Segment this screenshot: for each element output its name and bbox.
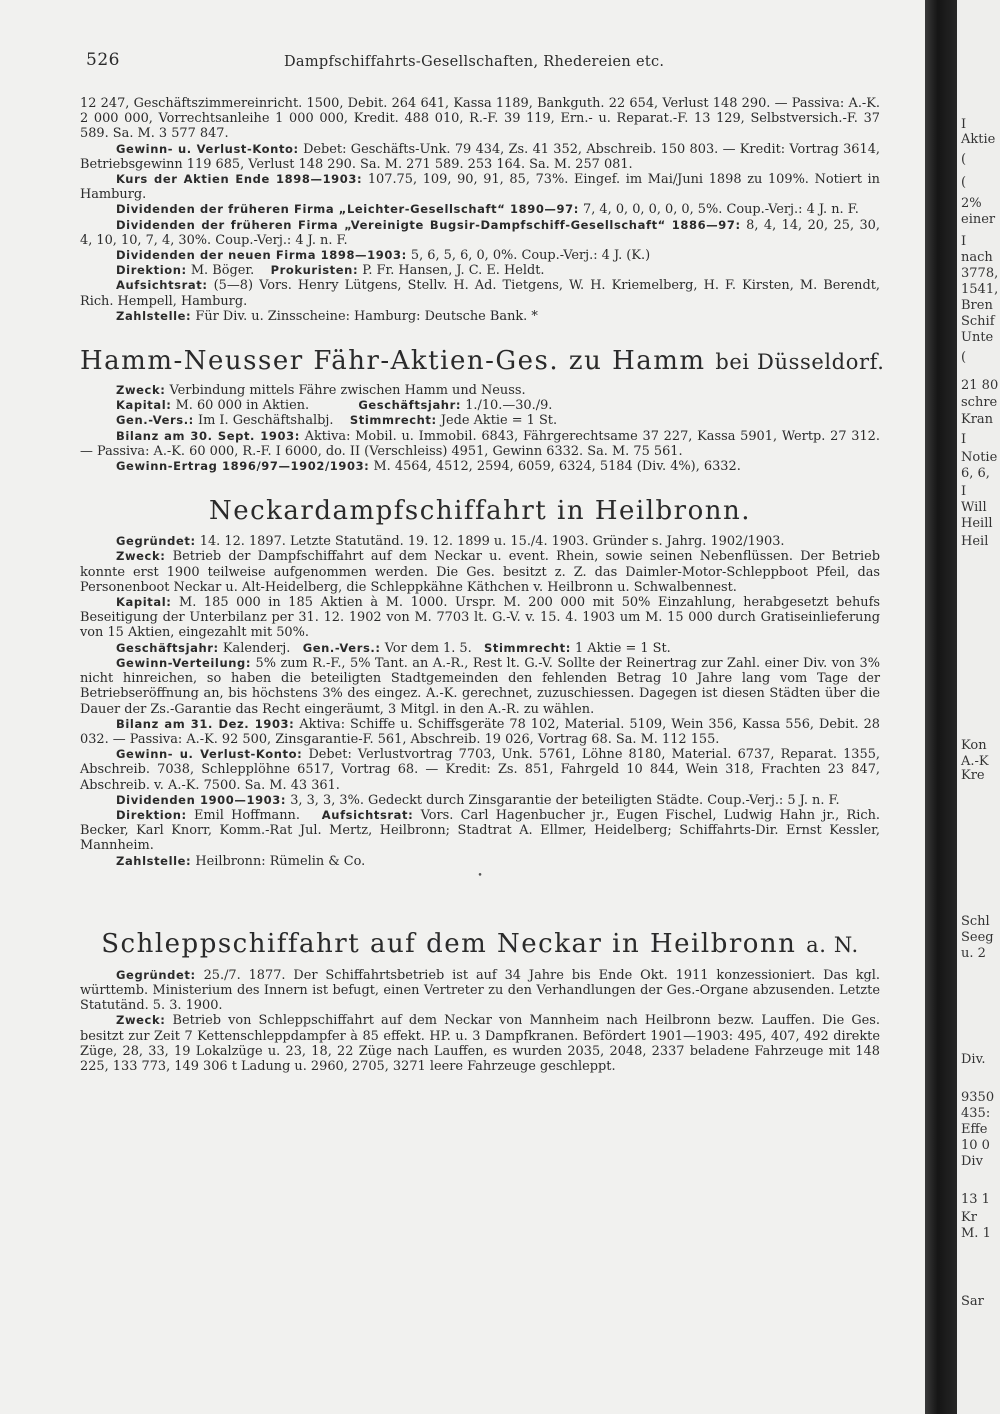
entry-field (80, 534, 880, 549)
adjacent-page-fragment: Kran (961, 412, 994, 427)
entry-field (80, 142, 880, 172)
adjacent-page-fragment: Schif (961, 314, 995, 329)
field-text: 14. 12. 1897. Letzte Statutänd. 19. 12. 1899 u. 15./4. 1903. Gründer s. Jahrg. 1902/1903. (199, 534, 785, 550)
field-text: Kalenderj. (222, 640, 291, 656)
field-text: Debet: Verlustvortrag 7703, Unk. 5761, Löhne 8180, Material. 6737, Reparat. 1355, Abschreib. 7038, Schlepplöhne 6517, Vortrag 68. — Kredit: Zs. 851, Fahrgeld 10 844, Wein 318, Frachten 23 847, Abschreib. v. A.-K. 7500. Sa. M. 43 361. (80, 747, 880, 793)
adjacent-page-fragment: Notie (961, 450, 998, 465)
field-text: 3, 3, 3, 3%. Gedeckt durch Zinsgarantie der beteiligten Städte. Coup.-Verj.: 5 J. n. F. (290, 792, 840, 808)
field-text: Vors. Carl Hagenbucher jr., Eugen Fischel, Ludwig Hahn jr., Rich. Becker, Karl Knorr, Komm.-Rat Jul. Mertz, Heilbronn; Stadtrat A. Ellmer, Heidelberg; Schiffahrts-Dir. Ernst Kessler, Mannheim. (80, 807, 880, 854)
entry-field (80, 278, 880, 308)
entry-field (80, 383, 880, 398)
adjacent-page-fragment: Unte (961, 330, 994, 345)
company-title: Schleppschiffahrt auf dem Neckar in Heilbronn a. N. (101, 928, 859, 959)
adjacent-page-fragment: nach (961, 250, 993, 265)
adjacent-page-fragment: einer (961, 212, 996, 227)
adjacent-page-fragment: Kre (961, 768, 985, 783)
field-label: Kapital: (116, 398, 172, 413)
adjacent-page-fragment: 21 80 (961, 378, 999, 393)
field-text: Debet: Geschäfts-Unk. 79 434, Zs. 41 352, Abschreib. 150 803. — Kredit: Vortrag 3614, Betriebsgewinn 119 685, Verlust 148 290. Sa. M. 271 589. 253 164. Sa. M. 257 081. (80, 141, 880, 172)
field-label: Gewinn-Ertrag 1896/97—1902/1903: (116, 459, 370, 474)
field-text: Heilbronn: Rümelin & Co. (195, 853, 366, 869)
section-separator: • (477, 870, 483, 881)
field-text: Aktiva: Mobil. u. Immobil. 6843, Fährgerechtsame 37 227, Kassa 5901, Wertp. 27 312. — Passiva: A.-K. 60 000, R.-F. I 6000, do. II (Verschleiss) 4951, Gewinn 6332. Sa. M. 75 561. (80, 428, 880, 459)
field-label: Gen.-Vers.: (116, 413, 194, 428)
page-content (80, 96, 885, 1074)
field-text: 1./10.—30./9. (465, 398, 553, 414)
field-text: M. Böger. (190, 263, 255, 279)
field-text: Betrieb von Schleppschiffahrt auf dem Neckar von Mannheim nach Heilbronn bezw. Lauffen. Die Ges. besitzt zur Zeit 7 Kettenschleppdampfer à 85 effekt. HP. u. 3 Dampfkranen. Befördert 1901—1903: 495, 407, 492 direkte Züge, 28, 33, 19 Lokalzüge u. 23, 18, 22 Züge nach Lauffen, es wurden 2035, 2048, 2337 beladene Fahrzeuge mit 148 225, 133 773, 149 306 t Ladung u. 2960, 2705, 3271 leere Fahrzeuge geschleppt. (80, 1013, 880, 1074)
field-label: Geschäftsjahr: (116, 640, 219, 655)
adjacent-page-fragment: Bren (961, 298, 993, 313)
entry-field (80, 459, 880, 474)
entry-field (80, 968, 880, 1014)
page-number: 526 (86, 50, 120, 70)
field-text: Aktiva: Schiffe u. Schiffsgeräte 78 102, Material. 5109, Wein 356, Kassa 556, Debit. 28 032. — Passiva: A.-K. 92 500, Zinsgarantie-F. 561, Abschreib. 19 026, Vortrag 68. Sa. M. 112 155. (80, 716, 880, 747)
field-label: Dividenden der neuen Firma 1898—1903: (116, 248, 407, 263)
field-text: M. 4564, 4512, 2594, 6059, 6324, 5184 (Div. 4%), 6332. (373, 459, 741, 475)
entry-field (80, 263, 880, 278)
adjacent-page-fragment: Div. (961, 1052, 986, 1067)
field-label: Stimmrecht: (349, 413, 437, 428)
field-label: Gegründet: (116, 967, 196, 982)
adjacent-page-fragment: Schl (961, 914, 990, 929)
adjacent-page-fragment: schre (961, 395, 998, 410)
field-label: Zweck: (116, 549, 166, 564)
adjacent-page-fragment: Heil (961, 534, 989, 549)
adjacent-page-fragment: A.-K (961, 754, 989, 769)
adjacent-page-fragment: I (961, 117, 967, 132)
field-label: Gewinn- u. Verlust-Konto: (116, 141, 299, 156)
field-label: Zahlstelle: (116, 853, 192, 868)
field-label: Gegründet: (116, 534, 196, 549)
field-text: P. Fr. Hansen, J. C. E. Heldt. (362, 263, 545, 279)
field-text: 5% zum R.-F., 5% Tant. an A.-R., Rest lt. G.-V. Sollte der Reinertrag zur Zahl. einer Div. von 3% nicht hinreichen, so haben die beteiligten Stadtgemeinden den fehlenden Betrag 10 Jahre lang vom Tage der Betriebseröffnung an, bis höchstens 3% des eingez. A.-K. gerechnet, zuzuschiessen. Dagegen ist diesen Städten über die Dauer der Zs.-Garantie das Recht eingeräumt, 3 Mitgl. in den A.-R. zu wählen. (80, 655, 880, 717)
field-label: Bilanz am 30. Sept. 1903: (116, 428, 300, 443)
field-label: Direktion: (116, 263, 187, 278)
entry-field (80, 202, 880, 217)
entry-field (80, 218, 880, 248)
adjacent-page-fragment: M. 1 (961, 1226, 991, 1241)
adjacent-page-fragment: 435: (961, 1106, 991, 1121)
adjacent-page-fragment: 6, 6, (961, 466, 990, 481)
field-text: 25./7. 1877. Der Schiffahrtsbetrieb ist auf 34 Jahre bis Ende Okt. 1911 konzessioniert. Das kgl. württemb. Ministerium des Innern ist befugt, einen Vertreter zu den Verhandlungen der Ges.-Organe abzusenden. Letzte Statutänd. 5. 3. 1900. (80, 967, 880, 1014)
entry-field (80, 717, 880, 747)
entry-field (80, 641, 880, 656)
field-label: Aufsichtsrat: (116, 278, 208, 293)
field-text: 5, 6, 5, 6, 0, 0%. Coup.-Verj.: 4 J. (K.) (410, 248, 651, 264)
field-label: Gen.-Vers.: (302, 640, 381, 655)
adjacent-page-fragment: u. 2 (961, 946, 986, 961)
field-label: Dividenden der früheren Firma „Leichter-Gesellschaft“ 1890—97: (116, 202, 579, 217)
adjacent-page-fragment: 3778, (961, 266, 999, 281)
field-text: Für Div. u. Zinsscheine: Hamburg: Deutsche Bank. * (195, 308, 538, 324)
field-text: Jede Aktie = 1 St. (440, 413, 558, 429)
adjacent-page-fragment: Div (961, 1154, 983, 1169)
adjacent-page-fragment: Effe (961, 1122, 988, 1137)
adjacent-page-edge (957, 0, 1000, 1414)
adjacent-page-fragment: 13 1 (961, 1192, 990, 1207)
entry-field (80, 413, 880, 428)
field-label: Direktion: (116, 807, 187, 822)
field-text: 8, 4, 14, 20, 25, 30, 4, 10, 10, 7, 4, 30%. Coup.-Verj.: 4 J. n. F. (80, 217, 880, 248)
adjacent-page-fragment: ( (961, 175, 967, 190)
adjacent-page-fragment: Sar (961, 1294, 984, 1309)
entry-field (80, 1013, 880, 1074)
company-title: Hamm-Neusser Fähr-Aktien-Ges. zu Hamm bei Düsseldorf. (80, 346, 885, 377)
field-label: Aufsichtsrat: (321, 807, 414, 822)
field-label: Kapital: (116, 595, 172, 610)
field-label: Zweck: (116, 383, 166, 398)
entry-field (80, 595, 880, 641)
running-title: Dampfschiffahrts-Gesellschaften, Rhedereien etc. (284, 54, 665, 70)
adjacent-page-fragment: 1541, (961, 282, 999, 297)
adjacent-page-fragment: Kon (961, 738, 987, 753)
field-label: Dividenden der früheren Firma „Vereinigte Bugsir-Dampfschiff-Gesellschaft“ 1886—97: (116, 217, 741, 232)
entry-field (80, 793, 880, 808)
adjacent-page-fragment: ( (961, 350, 967, 365)
field-label: Zweck: (116, 1013, 166, 1028)
entry-field (80, 398, 880, 413)
entry-field (80, 429, 880, 459)
adjacent-page-fragment: Seeg (961, 930, 994, 945)
field-label: Stimmrecht: (484, 640, 571, 655)
field-label: Gewinn-Verteilung: (116, 655, 252, 670)
entry-field (80, 747, 880, 793)
entry-field (80, 808, 880, 854)
field-label: Dividenden 1900—1903: (116, 792, 287, 807)
field-text: Vor dem 1. 5. (384, 640, 472, 656)
adjacent-page-fragment: I (961, 484, 967, 499)
field-text: M. 185 000 in 185 Aktien à M. 1000. Urspr. M. 200 000 mit 50% Einzahlung, herabgesetzt behufs Beseitigung der Unterbilanz per 31. 12. 1902 von M. 7703 lt. G.-V. v. 15. 4. 1903 um M. 15 000 durch Gratiseinlieferung von 15 Aktien, eingezahlt mit 50%. (80, 595, 880, 641)
field-text: Emil Hoffmann. (194, 807, 300, 823)
entry-field (80, 656, 880, 717)
entry-field (80, 309, 880, 324)
adjacent-page-fragment: I (961, 234, 967, 249)
entry-field (80, 172, 880, 202)
adjacent-page-fragment: Kr (961, 1210, 977, 1225)
entry-field (80, 854, 880, 869)
field-text: 1 Aktie = 1 St. (575, 640, 671, 656)
entry-field (80, 549, 880, 595)
field-label: Geschäftsjahr: (358, 398, 462, 413)
field-text: (5—8) Vors. Henry Lütgens, Stellv. H. Ad. Tietgens, W. H. Kriemelberg, H. F. Kirsten, M. Berendt, Rich. Hempell, Hamburg. (80, 278, 880, 309)
field-label: Zahlstelle: (116, 308, 192, 323)
continuation-paragraph: 12 247, Geschäftszimmereinricht. 1500, Debit. 264 641, Kassa 1189, Bankguth. 22 654, Verlust 148 290. — Passiva: A.-K. 2 000 000, Vorrechtsanleihe 1 000 000, Kredit. 488 010, R.-F. 39 119, Ern.- u. Reparat.-F. 13 129, Selbstversich.-F. 37 589. Sa. M. 3 577 847. (80, 96, 880, 142)
adjacent-page-fragment: Aktie (961, 132, 996, 147)
field-label: Bilanz am 31. Dez. 1903: (116, 716, 295, 731)
field-text: Verbindung mittels Fähre zwischen Hamm und Neuss. (169, 383, 526, 399)
field-label: Kurs der Aktien Ende 1898—1903: (116, 172, 363, 187)
field-text: 7, 4, 0, 0, 0, 0, 0, 5%. Coup.-Verj.: 4 J. n. F. (583, 202, 859, 218)
entry-field (80, 248, 880, 263)
field-text: 107.75, 109, 90, 91, 85, 73%. Eingef. im Mai/Juni 1898 zu 109%. Notiert in Hamburg. (80, 172, 880, 203)
adjacent-page-fragment: 2% (961, 196, 982, 211)
adjacent-page-fragment: I (961, 432, 967, 447)
adjacent-page-fragment: Heill (961, 516, 993, 531)
field-label: Prokuristen: (270, 263, 359, 278)
field-text: M. 60 000 in Aktien. (175, 398, 310, 414)
adjacent-page-fragment: 9350 (961, 1090, 995, 1105)
adjacent-page-fragment: 10 0 (961, 1138, 990, 1153)
company-title: Neckardampfschiffahrt in Heilbronn. (208, 496, 752, 527)
field-label: Gewinn- u. Verlust-Konto: (116, 747, 303, 762)
adjacent-page-fragment: Will (961, 500, 987, 515)
field-text: Im I. Geschäftshalbj. (198, 413, 334, 429)
adjacent-page-fragment: ( (961, 152, 967, 167)
book-gutter (925, 0, 957, 1414)
field-text: Betrieb der Dampfschiffahrt auf dem Neckar u. event. Rhein, sowie seinen Nebenflüssen. Der Betrieb konnte erst 1900 teilweise aufgenommen werden. Die Ges. besitzt z. Z. das Daimler-Motor-Schleppboot Pfeil, das Personenboot Neckar u. Alt-Heidelberg, die Schleppkähne Käthchen v. Heilbronn u. Schwalbennest. (80, 549, 880, 595)
